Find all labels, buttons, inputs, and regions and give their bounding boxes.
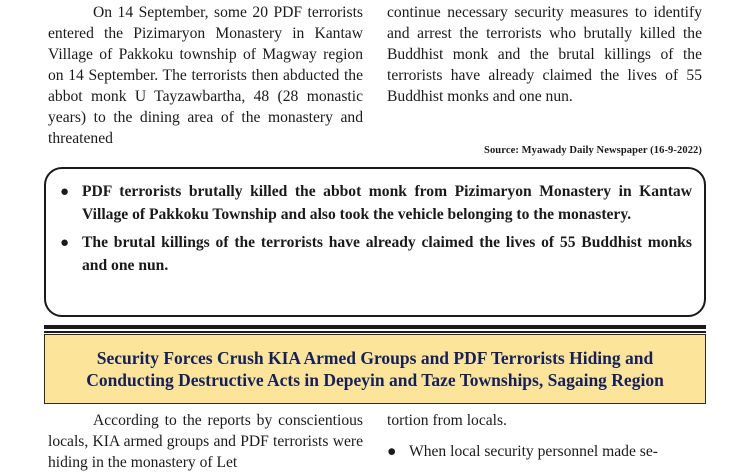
bullet-icon: ● [60,184,70,200]
summary-item-text: PDF terrorists brutally killed the abbot monk from Pizimaryon Monastery in Kantaw Village of Pakkoku Township and also took the vehicle belonging to the monastery. [82,183,692,223]
headline-line-2: Conducting Destructive Acts in Depeyin and Taze Townships, Sagaing Region [86,370,664,390]
summary-item [58,232,692,277]
article-left-column-2 [48,410,363,473]
summary-list [58,181,692,283]
article-bullet-item [387,441,702,462]
summary-item-text: The brutal killings of the terrorists have already claimed the lives of 55 Buddhist monks and one nun. [82,234,692,274]
summary-box [44,167,706,317]
article-paragraph: tortion from locals. [387,412,507,429]
source-citation: Source: Myawady Daily Newspaper (16-9-2022) [484,145,702,156]
article-paragraph: On 14 September, some 20 PDF terrorists entered the Pizimaryon Monastery in Kantaw Village of Pakkoku township of Magway region on 14 September. The terrorists then abducted the abbot monk U Tayzawbartha, 48 (28 monastic years) to the dining area of the monastery and threatened [48,4,363,147]
headline-line-1: Security Forces Crush KIA Armed Groups and PDF Terrorists Hiding and [96,348,654,368]
section-divider-thick [44,325,706,329]
headline-banner [44,334,706,404]
article-right-column [387,2,702,107]
article-paragraph: continue necessary security measures to identify and arrest the terrorists who brutally killed the Buddhist monk and the brutal killings of the terrorists have already claimed the lives of 55 Buddhist monks and one nun. [387,4,702,105]
bullet-icon: ● [60,235,70,251]
article-left-column [48,2,363,149]
article-paragraph: According to the reports by conscientious locals, KIA armed groups and PDF terrorists were hiding in the monastery of Let [48,412,363,471]
summary-item [58,181,692,226]
headline-title [55,347,695,391]
article-bullet-text: When local security personnel made se- [409,443,658,460]
section-divider-thin [44,331,706,333]
article-right-column-2 [387,410,702,462]
bullet-icon: ● [387,443,397,460]
